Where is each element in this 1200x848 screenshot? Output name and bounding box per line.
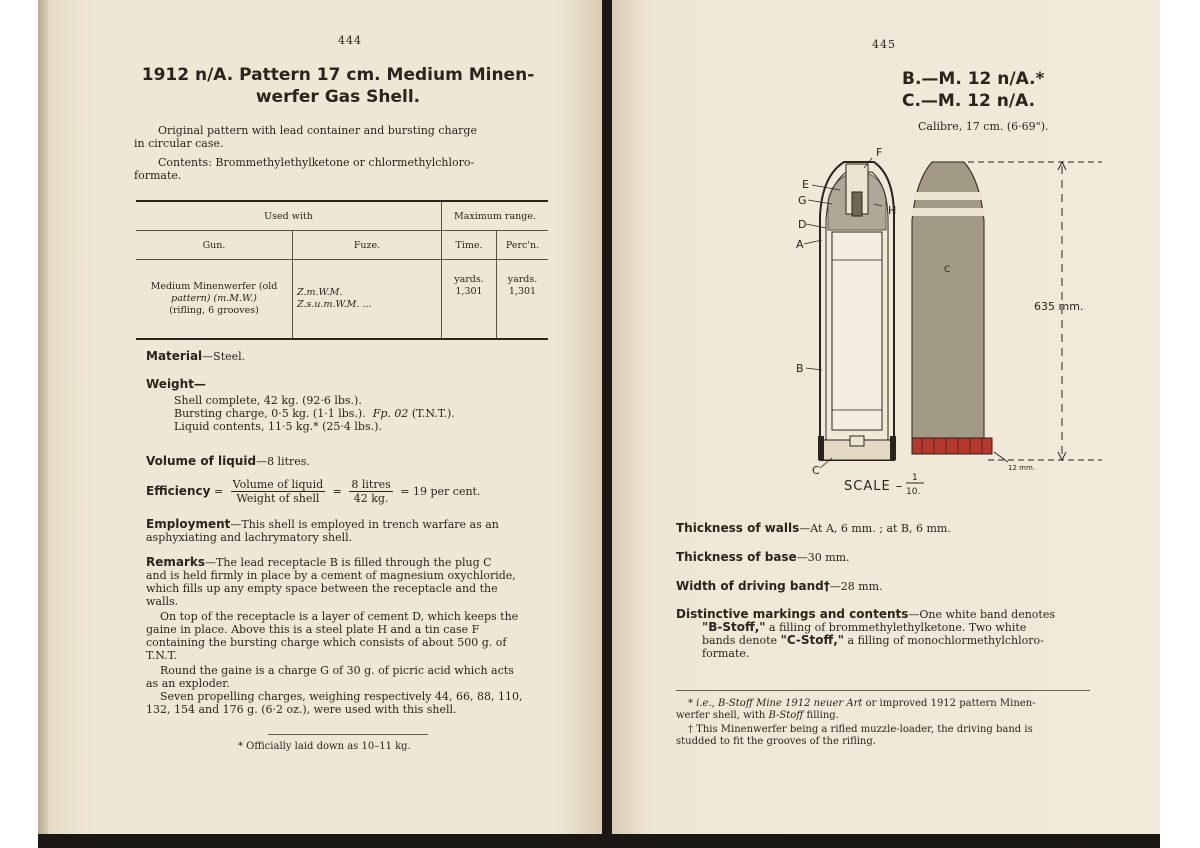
remarks-text: as an exploder. xyxy=(146,677,230,690)
label-c-inner: C xyxy=(944,265,951,275)
employment-text: asphyxiating and lachrymatory shell. xyxy=(146,531,353,544)
header-time: Time. xyxy=(442,231,497,260)
page-title xyxy=(108,64,568,108)
band-value: —28 mm. xyxy=(829,580,883,593)
label-d: D xyxy=(798,218,807,231)
markings-text: "B-Stoff," xyxy=(702,620,766,634)
weight-section xyxy=(146,378,566,433)
remarks-label: Remarks xyxy=(146,555,206,569)
efficiency-result: = 19 per cent. xyxy=(400,485,481,498)
remarks-text: —The lead receptacle B is filled through the plug C xyxy=(205,556,492,569)
remarks-text: Seven propelling charges, weighing respectively 44, 66, 88, 110, xyxy=(160,690,523,703)
cell-text: 1,301 xyxy=(508,286,537,297)
footnotes xyxy=(676,698,1100,748)
dim-length: 635 mm. xyxy=(1034,300,1084,313)
left-page xyxy=(48,0,602,834)
material-value: —Steel. xyxy=(202,350,246,363)
footnote-text: studded to fit the grooves of the rifling. xyxy=(676,736,876,747)
remarks-text: and is held firmly in place by a cement of magnesium oxychloride, xyxy=(146,569,516,582)
label-b: B xyxy=(796,362,804,375)
cell-text: Z.s.u.m.W.M. xyxy=(297,299,360,310)
footnote-text: * i.e., xyxy=(688,698,719,709)
cell-text: 1,301 xyxy=(455,286,483,297)
title-line: B.—M. 12 n/A.* xyxy=(902,69,1045,89)
markings-label: Distinctive markings and contents xyxy=(676,607,909,621)
walls-section xyxy=(676,522,1116,535)
remarks-text: gaine in place. Above this is a steel plate H and a tin case F xyxy=(146,623,480,636)
cell-text: yards. xyxy=(507,274,538,285)
weight-line: Liquid contents, 11·5 kg.* (25·4 lbs.). xyxy=(174,420,382,433)
footnote-text: werfer shell, with xyxy=(676,710,769,721)
header-used-with: Used with xyxy=(136,202,442,231)
label-a: A xyxy=(796,238,804,251)
label-h: H xyxy=(888,204,897,217)
intro-text: Contents: Brommethylethylketone or chlormethylchloro- xyxy=(158,156,475,169)
calibre: Calibre, 17 cm. (6·69"). xyxy=(918,120,1049,133)
markings-text: a filling of monochlormethylchloro- xyxy=(844,634,1044,647)
shell-diagram xyxy=(762,140,1102,510)
page-title xyxy=(902,68,1062,112)
efficiency-fraction xyxy=(231,478,326,505)
label-e: E xyxy=(802,178,809,191)
footnote-text: filling. xyxy=(803,710,839,721)
header-max-range: Maximum range. xyxy=(442,202,549,231)
scale-denominator: 10. xyxy=(906,487,921,497)
table-row xyxy=(136,260,548,339)
fraction-denominator: 42 kg. xyxy=(353,492,389,505)
base-section xyxy=(676,551,1116,564)
material-label: Material xyxy=(146,349,203,363)
markings-text: —One white band denotes xyxy=(908,608,1055,621)
markings-section xyxy=(676,608,1100,660)
title-line: C.—M. 12 n/A. xyxy=(902,91,1036,111)
cell-text: pattern) (m.M.W.) xyxy=(171,293,257,304)
weight-line: Shell complete, 42 kg. (92·6 lbs.). xyxy=(174,394,362,407)
employment-label: Employment xyxy=(146,517,231,531)
label-f: F xyxy=(876,146,883,159)
employment-text: —This shell is employed in trench warfare as an xyxy=(230,518,499,531)
title-line: werfer Gas Shell. xyxy=(255,87,421,107)
cell-text: Medium Minenwerfer (old xyxy=(150,281,278,292)
intro xyxy=(134,124,554,182)
fraction-numerator: 8 litres xyxy=(351,478,391,491)
fraction-denominator: Weight of shell xyxy=(236,492,320,505)
dim-band: 12 mm. xyxy=(1008,464,1035,472)
weight-line xyxy=(146,407,566,420)
base-value: —30 mm. xyxy=(796,551,850,564)
base-label: Thickness of base xyxy=(676,550,797,564)
footnote-text: B-Stoff xyxy=(768,710,804,721)
header-perc: Perc'n. xyxy=(497,231,549,260)
markings-text: a filling of brommethylethylketone. Two white xyxy=(765,621,1027,634)
band-section xyxy=(676,580,1116,593)
volume-section xyxy=(146,455,566,468)
shell-section xyxy=(818,162,896,460)
header-fuze: Fuze. xyxy=(293,231,442,260)
intro-text: formate. xyxy=(134,169,182,182)
cell-time xyxy=(442,260,497,339)
remarks-text: which fills up any empty space between the receptacle and the xyxy=(146,582,498,595)
right-page xyxy=(612,0,1160,834)
volume-value: —8 litres. xyxy=(256,455,310,468)
footnote-rule xyxy=(268,734,428,735)
remarks-text: 132, 154 and 176 g. (6·2 oz.), were used with this shell. xyxy=(146,703,457,716)
walls-value: —At A, 6 mm. ; at B, 6 mm. xyxy=(799,522,951,535)
cell-gun xyxy=(136,260,293,339)
title-line: 1912 n/A. Pattern 17 cm. Medium Minen- xyxy=(141,65,535,85)
intro-text: Original pattern with lead container and bursting charge xyxy=(158,124,477,137)
scale-label: SCALE – xyxy=(844,479,904,494)
page-number: 445 xyxy=(872,38,896,51)
cell-perc xyxy=(497,260,549,339)
range-table xyxy=(136,200,548,340)
cell-text: ... xyxy=(362,299,372,310)
band-label: Width of driving band† xyxy=(676,579,830,593)
walls-label: Thickness of walls xyxy=(676,521,800,535)
volume-label: Volume of liquid xyxy=(146,454,257,468)
footnote-text: or improved 1912 pattern Minen- xyxy=(862,698,1036,709)
footnote-rule xyxy=(676,690,1090,691)
markings-text: "C-Stoff," xyxy=(780,633,845,647)
employment-section xyxy=(146,518,550,544)
remarks-section xyxy=(146,556,550,716)
cell-text: (rifling, 6 grooves) xyxy=(169,305,259,316)
remarks-text: Round the gaine is a charge G of 30 g. of picric acid which acts xyxy=(160,664,514,677)
cell-fuze xyxy=(293,260,442,339)
remarks-text: On top of the receptacle is a layer of cement D, which keeps the xyxy=(160,610,519,623)
fraction-numerator: Volume of liquid xyxy=(232,478,324,491)
efficiency-section: Efficiency = $\frac{\text{Volume of liquid}}{\text{Weight of shell}}$ = $\frac{\text{8 litres}}{42 kg.}$ = 19 per cent. xyxy=(146,478,481,505)
footnote: * Officially laid down as 10–11 kg. xyxy=(238,741,411,752)
remarks-text: containing the bursting charge which consists of about 500 g. of xyxy=(146,636,507,649)
weight-text: Fp. 02 xyxy=(372,407,409,420)
weight-label: Weight— xyxy=(146,377,206,391)
page-number: 444 xyxy=(338,34,362,47)
intro-text: in circular case. xyxy=(134,137,224,150)
scale-numerator: 1 xyxy=(912,473,918,483)
cell-text: Z.m.W.M. xyxy=(297,287,343,298)
cell-text: yards. xyxy=(454,274,484,285)
label-g: G xyxy=(798,194,807,207)
material-section xyxy=(146,350,566,363)
label-c: C xyxy=(812,464,820,477)
remarks-text: walls. xyxy=(146,595,179,608)
footnote-text: † This Minenwerfer being a rifled muzzle-loader, the driving band is xyxy=(688,724,1033,735)
shell-exterior xyxy=(912,162,992,454)
weight-text: Bursting charge, 0·5 kg. (1·1 lbs.). xyxy=(174,407,366,420)
markings-text: formate. xyxy=(702,647,750,660)
footnote-text: B-Stoff Mine 1912 neuer Art xyxy=(718,698,863,709)
weight-text: (T.N.T.). xyxy=(411,407,455,420)
markings-text: bands denote xyxy=(702,634,781,647)
header-gun: Gun. xyxy=(136,231,293,260)
efficiency-fraction xyxy=(349,478,392,505)
remarks-text: T.N.T. xyxy=(146,649,177,662)
efficiency-label: Efficiency xyxy=(146,484,211,498)
